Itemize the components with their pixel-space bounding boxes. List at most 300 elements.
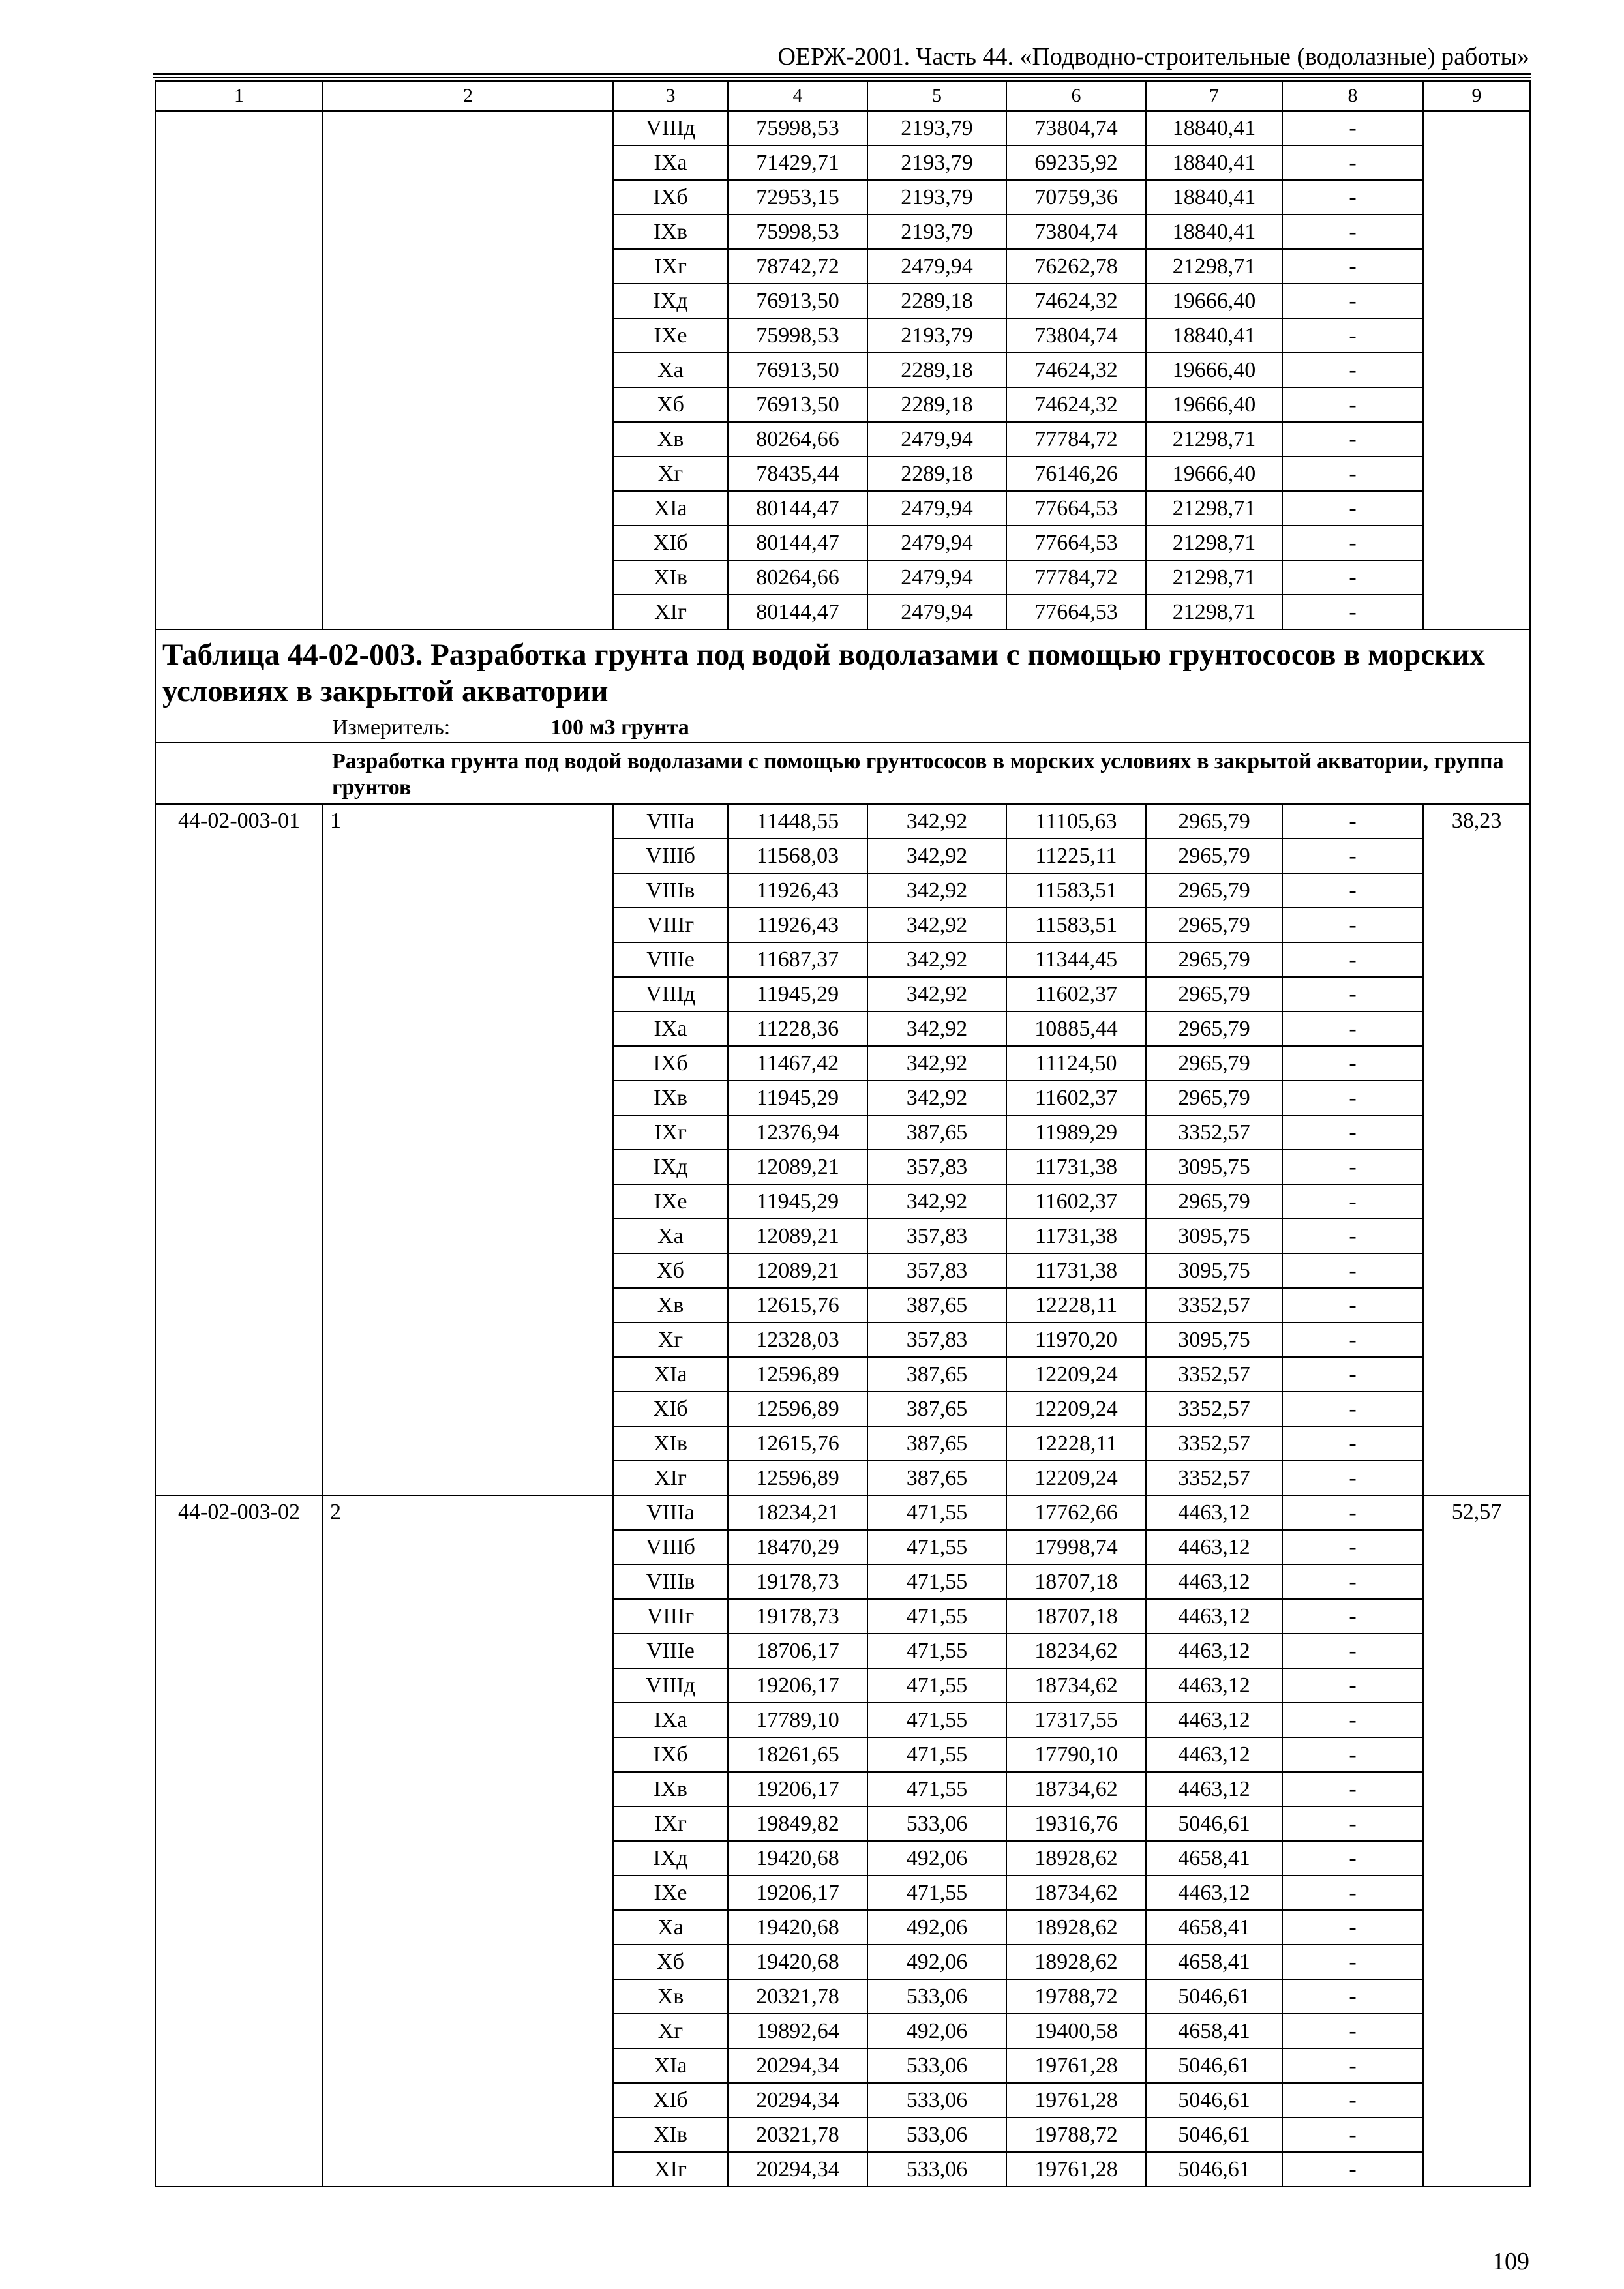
wages-cell: 342,92 [867, 1011, 1006, 1046]
machine-cost-cell: 12209,24 [1006, 1461, 1146, 1495]
materials-cell: - [1282, 2083, 1423, 2117]
machine-cost-cell: 18734,62 [1006, 1772, 1146, 1806]
labor-cost: 38,23 [1423, 804, 1530, 1495]
soil-category-cell: Xб [613, 387, 728, 422]
table-title-row [155, 629, 1530, 743]
wages-cell: 471,55 [867, 1599, 1006, 1634]
wages-cell: 2289,18 [867, 387, 1006, 422]
machinist-wages-cell: 5046,61 [1146, 2048, 1282, 2083]
machinist-wages-cell: 3095,75 [1146, 1219, 1282, 1253]
soil-category-cell: IXд [613, 1150, 728, 1184]
wages-cell: 2479,94 [867, 526, 1006, 560]
total-cost-cell: 12596,89 [728, 1392, 867, 1426]
wages-cell: 342,92 [867, 908, 1006, 942]
total-cost-cell: 19420,68 [728, 1841, 867, 1876]
materials-cell: - [1282, 1599, 1423, 1634]
column-numbers-row [155, 81, 1530, 111]
machine-cost-cell: 18734,62 [1006, 1876, 1146, 1910]
machine-cost-cell: 74624,32 [1006, 284, 1146, 318]
materials-cell: - [1282, 1046, 1423, 1081]
soil-category-cell: IXб [613, 1737, 728, 1772]
materials-cell: - [1282, 1253, 1423, 1288]
machinist-wages-cell: 4658,41 [1146, 1910, 1282, 1945]
materials-cell: - [1282, 560, 1423, 595]
machinist-wages-cell: 2965,79 [1146, 942, 1282, 977]
materials-cell: - [1282, 2117, 1423, 2152]
machine-cost-cell: 12228,11 [1006, 1288, 1146, 1323]
machine-cost-cell: 76146,26 [1006, 456, 1146, 491]
total-cost-cell: 12596,89 [728, 1461, 867, 1495]
materials-cell: - [1282, 908, 1423, 942]
machine-cost-cell: 11105,63 [1006, 804, 1146, 839]
total-cost-cell: 19892,64 [728, 2014, 867, 2048]
materials-cell: - [1282, 1495, 1423, 1530]
wages-cell: 471,55 [867, 1495, 1006, 1530]
wages-cell: 2479,94 [867, 491, 1006, 526]
materials-cell: - [1282, 1392, 1423, 1426]
wages-cell: 471,55 [867, 1737, 1006, 1772]
materials-cell: - [1282, 180, 1423, 215]
machinist-wages-cell: 5046,61 [1146, 2117, 1282, 2152]
machine-cost-cell: 19400,58 [1006, 2014, 1146, 2048]
machine-cost-cell: 77664,53 [1006, 526, 1146, 560]
materials-cell: - [1282, 1910, 1423, 1945]
materials-cell: - [1282, 387, 1423, 422]
materials-cell: - [1282, 491, 1423, 526]
labor-cell-empty [1423, 111, 1530, 629]
wages-cell: 2193,79 [867, 318, 1006, 353]
machinist-wages-cell: 2965,79 [1146, 1046, 1282, 1081]
machinist-wages-cell: 19666,40 [1146, 387, 1282, 422]
machinist-wages-cell: 3352,57 [1146, 1392, 1282, 1426]
machinist-wages-cell: 21298,71 [1146, 422, 1282, 456]
wages-cell: 2479,94 [867, 422, 1006, 456]
wages-cell: 387,65 [867, 1357, 1006, 1392]
machine-cost-cell: 77664,53 [1006, 491, 1146, 526]
wages-cell: 2193,79 [867, 145, 1006, 180]
machinist-wages-cell: 3352,57 [1146, 1115, 1282, 1150]
materials-cell: - [1282, 1668, 1423, 1703]
total-cost-cell: 12615,76 [728, 1426, 867, 1461]
soil-category-cell: IXг [613, 1115, 728, 1150]
soil-category-cell: VIIIа [613, 804, 728, 839]
machine-cost-cell: 12228,11 [1006, 1426, 1146, 1461]
materials-cell: - [1282, 215, 1423, 249]
header-rule [153, 73, 1531, 75]
materials-cell: - [1282, 284, 1423, 318]
wages-cell: 533,06 [867, 1806, 1006, 1841]
wages-cell: 342,92 [867, 1184, 1006, 1219]
machinist-wages-cell: 4463,12 [1146, 1599, 1282, 1634]
materials-cell: - [1282, 873, 1423, 908]
machine-cost-cell: 19788,72 [1006, 2117, 1146, 2152]
machine-cost-cell: 11124,50 [1006, 1046, 1146, 1081]
machinist-wages-cell: 3352,57 [1146, 1357, 1282, 1392]
wages-cell: 471,55 [867, 1703, 1006, 1737]
machinist-wages-cell: 3352,57 [1146, 1288, 1282, 1323]
wages-cell: 492,06 [867, 2014, 1006, 2048]
machinist-wages-cell: 5046,61 [1146, 2083, 1282, 2117]
materials-cell: - [1282, 1634, 1423, 1668]
materials-cell: - [1282, 1426, 1423, 1461]
total-cost-cell: 76913,50 [728, 387, 867, 422]
machinist-wages-cell: 4463,12 [1146, 1876, 1282, 1910]
total-cost-cell: 12089,21 [728, 1219, 867, 1253]
machinist-wages-cell: 4658,41 [1146, 2014, 1282, 2048]
materials-cell: - [1282, 1564, 1423, 1599]
total-cost-cell: 72953,15 [728, 180, 867, 215]
wages-cell: 2193,79 [867, 215, 1006, 249]
wages-cell: 342,92 [867, 839, 1006, 873]
column-number: 2 [323, 81, 613, 111]
machine-cost-cell: 18928,62 [1006, 1945, 1146, 1979]
total-cost-cell: 20294,34 [728, 2083, 867, 2117]
total-cost-cell: 80144,47 [728, 491, 867, 526]
table-row [155, 804, 1530, 839]
wages-cell: 2479,94 [867, 595, 1006, 629]
total-cost-cell: 11467,42 [728, 1046, 867, 1081]
machine-cost-cell: 74624,32 [1006, 353, 1146, 387]
materials-cell: - [1282, 1323, 1423, 1357]
soil-category-cell: Xб [613, 1253, 728, 1288]
wages-cell: 471,55 [867, 1564, 1006, 1599]
machine-cost-cell: 73804,74 [1006, 111, 1146, 145]
machinist-wages-cell: 3352,57 [1146, 1426, 1282, 1461]
machinist-wages-cell: 21298,71 [1146, 491, 1282, 526]
soil-category-cell: XIв [613, 2117, 728, 2152]
machinist-wages-cell: 2965,79 [1146, 1081, 1282, 1115]
wages-cell: 2289,18 [867, 456, 1006, 491]
wages-cell: 471,55 [867, 1668, 1006, 1703]
soil-category-cell: VIIIе [613, 942, 728, 977]
total-cost-cell: 71429,71 [728, 145, 867, 180]
table-row [155, 111, 1530, 145]
machinist-wages-cell: 3095,75 [1146, 1150, 1282, 1184]
wages-cell: 2479,94 [867, 249, 1006, 284]
wages-cell: 471,55 [867, 1530, 1006, 1564]
materials-cell: - [1282, 1876, 1423, 1910]
soil-category-cell: VIIIг [613, 1599, 728, 1634]
header-rule-thin [153, 77, 1531, 78]
machine-cost-cell: 18234,62 [1006, 1634, 1146, 1668]
soil-category-cell: Xг [613, 456, 728, 491]
wages-cell: 357,83 [867, 1150, 1006, 1184]
machinist-wages-cell: 3095,75 [1146, 1253, 1282, 1288]
machinist-wages-cell: 5046,61 [1146, 1806, 1282, 1841]
soil-category-cell: Xб [613, 1945, 728, 1979]
wages-cell: 492,06 [867, 1910, 1006, 1945]
machine-cost-cell: 11731,38 [1006, 1150, 1146, 1184]
total-cost-cell: 20294,34 [728, 2152, 867, 2187]
norm-code: 44-02-003-01 [155, 804, 323, 1495]
soil-category-cell: IXг [613, 249, 728, 284]
total-cost-cell: 80144,47 [728, 526, 867, 560]
materials-cell: - [1282, 977, 1423, 1011]
wages-cell: 387,65 [867, 1461, 1006, 1495]
machine-cost-cell: 18734,62 [1006, 1668, 1146, 1703]
soil-category-cell: VIIIв [613, 873, 728, 908]
soil-category-cell: XIб [613, 1392, 728, 1426]
total-cost-cell: 75998,53 [728, 111, 867, 145]
soil-category-cell: Xв [613, 1979, 728, 2014]
materials-cell: - [1282, 1150, 1423, 1184]
wages-cell: 2289,18 [867, 284, 1006, 318]
soil-category-cell: VIIIб [613, 1530, 728, 1564]
materials-cell: - [1282, 942, 1423, 977]
soil-category-cell: IXа [613, 1011, 728, 1046]
wages-cell: 533,06 [867, 2152, 1006, 2187]
measure-line [162, 713, 1523, 742]
total-cost-cell: 19206,17 [728, 1772, 867, 1806]
total-cost-cell: 12089,21 [728, 1150, 867, 1184]
total-cost-cell: 18234,21 [728, 1495, 867, 1530]
materials-cell: - [1282, 526, 1423, 560]
materials-cell: - [1282, 2048, 1423, 2083]
machine-cost-cell: 17790,10 [1006, 1737, 1146, 1772]
materials-cell: - [1282, 249, 1423, 284]
soil-category-cell: XIа [613, 2048, 728, 2083]
materials-cell: - [1282, 1979, 1423, 2014]
soil-category-cell: VIIIб [613, 839, 728, 873]
soil-group: 2 [323, 1495, 613, 2187]
machine-cost-cell: 77784,72 [1006, 422, 1146, 456]
soil-category-cell: XIг [613, 1461, 728, 1495]
machine-cost-cell: 11602,37 [1006, 977, 1146, 1011]
materials-cell: - [1282, 1841, 1423, 1876]
soil-category-cell: IXе [613, 1876, 728, 1910]
soil-category-cell: Xа [613, 1219, 728, 1253]
soil-category-cell: VIIIг [613, 908, 728, 942]
machine-cost-cell: 11225,11 [1006, 839, 1146, 873]
total-cost-cell: 11926,43 [728, 908, 867, 942]
total-cost-cell: 75998,53 [728, 215, 867, 249]
machine-cost-cell: 11344,45 [1006, 942, 1146, 977]
total-cost-cell: 18470,29 [728, 1530, 867, 1564]
machine-cost-cell: 18707,18 [1006, 1564, 1146, 1599]
total-cost-cell: 20321,78 [728, 1979, 867, 2014]
page-header: ОЕРЖ-2001. Часть 44. «Подводно-строительные (водолазные) работы» [777, 43, 1529, 70]
machinist-wages-cell: 19666,40 [1146, 353, 1282, 387]
materials-cell: - [1282, 1288, 1423, 1323]
machine-cost-cell: 17998,74 [1006, 1530, 1146, 1564]
column-number: 4 [728, 81, 867, 111]
soil-category-cell: IXв [613, 1081, 728, 1115]
materials-cell: - [1282, 1703, 1423, 1737]
soil-category-cell: XIг [613, 2152, 728, 2187]
materials-cell: - [1282, 111, 1423, 145]
machinist-wages-cell: 2965,79 [1146, 804, 1282, 839]
machinist-wages-cell: 5046,61 [1146, 1979, 1282, 2014]
total-cost-cell: 75998,53 [728, 318, 867, 353]
machinist-wages-cell: 2965,79 [1146, 977, 1282, 1011]
machinist-wages-cell: 18840,41 [1146, 215, 1282, 249]
machinist-wages-cell: 19666,40 [1146, 456, 1282, 491]
soil-category-cell: IXе [613, 318, 728, 353]
total-cost-cell: 19206,17 [728, 1668, 867, 1703]
total-cost-cell: 20321,78 [728, 2117, 867, 2152]
machinist-wages-cell: 18840,41 [1146, 111, 1282, 145]
machine-cost-cell: 11602,37 [1006, 1184, 1146, 1219]
total-cost-cell: 19849,82 [728, 1806, 867, 1841]
total-cost-cell: 11945,29 [728, 1081, 867, 1115]
soil-category-cell: Xв [613, 1288, 728, 1323]
materials-cell: - [1282, 1530, 1423, 1564]
machine-cost-cell: 17317,55 [1006, 1703, 1146, 1737]
machinist-wages-cell: 2965,79 [1146, 1011, 1282, 1046]
materials-cell: - [1282, 1945, 1423, 1979]
soil-category-cell: XIб [613, 2083, 728, 2117]
machinist-wages-cell: 3095,75 [1146, 1323, 1282, 1357]
wages-cell: 533,06 [867, 2083, 1006, 2117]
measure-label: Измеритель: [332, 715, 451, 740]
wages-cell: 2193,79 [867, 180, 1006, 215]
wages-cell: 387,65 [867, 1392, 1006, 1426]
total-cost-cell: 76913,50 [728, 353, 867, 387]
soil-category-cell: VIIIд [613, 1668, 728, 1703]
materials-cell: - [1282, 318, 1423, 353]
materials-cell: - [1282, 1461, 1423, 1495]
machine-cost-cell: 76262,78 [1006, 249, 1146, 284]
column-number: 1 [155, 81, 323, 111]
wages-cell: 357,83 [867, 1323, 1006, 1357]
machinist-wages-cell: 18840,41 [1146, 318, 1282, 353]
table-title-cell [155, 629, 1530, 743]
total-cost-cell: 78435,44 [728, 456, 867, 491]
wages-cell: 357,83 [867, 1219, 1006, 1253]
machine-cost-cell: 74624,32 [1006, 387, 1146, 422]
machinist-wages-cell: 2965,79 [1146, 1184, 1282, 1219]
wages-cell: 533,06 [867, 1979, 1006, 2014]
total-cost-cell: 11945,29 [728, 1184, 867, 1219]
soil-category-cell: IXд [613, 1841, 728, 1876]
soil-category-cell: VIIIе [613, 1634, 728, 1668]
wages-cell: 342,92 [867, 873, 1006, 908]
soil-category-cell: IXд [613, 284, 728, 318]
machine-cost-cell: 17762,66 [1006, 1495, 1146, 1530]
column-number: 5 [867, 81, 1006, 111]
machine-cost-cell: 12209,24 [1006, 1357, 1146, 1392]
column-number: 7 [1146, 81, 1282, 111]
total-cost-cell: 18706,17 [728, 1634, 867, 1668]
total-cost-cell: 12615,76 [728, 1288, 867, 1323]
table-row [155, 1495, 1530, 1530]
page-number: 109 [1492, 2248, 1529, 2275]
soil-category-cell: VIIIв [613, 1564, 728, 1599]
total-cost-cell: 78742,72 [728, 249, 867, 284]
wages-cell: 2193,79 [867, 111, 1006, 145]
soil-category-cell: VIIIд [613, 977, 728, 1011]
machinist-wages-cell: 4463,12 [1146, 1530, 1282, 1564]
soil-category-cell: VIIIа [613, 1495, 728, 1530]
total-cost-cell: 11228,36 [728, 1011, 867, 1046]
materials-cell: - [1282, 1357, 1423, 1392]
soil-category-cell: IXб [613, 1046, 728, 1081]
total-cost-cell: 19420,68 [728, 1910, 867, 1945]
soil-category-cell: IXб [613, 180, 728, 215]
machinist-wages-cell: 4463,12 [1146, 1564, 1282, 1599]
soil-category-cell: XIа [613, 1357, 728, 1392]
table-title: Таблица 44-02-003. Разработка грунта под водой водолазами с помощью грунтососов в морских условиях в закрытой акватории [162, 638, 1485, 708]
total-cost-cell: 19178,73 [728, 1599, 867, 1634]
soil-category-cell: Xа [613, 1910, 728, 1945]
materials-cell: - [1282, 1772, 1423, 1806]
machinist-wages-cell: 4658,41 [1146, 1841, 1282, 1876]
soil-category-cell: IXв [613, 215, 728, 249]
machine-cost-cell: 10885,44 [1006, 1011, 1146, 1046]
machine-cost-cell: 18928,62 [1006, 1841, 1146, 1876]
labor-cost: 52,57 [1423, 1495, 1530, 2187]
total-cost-cell: 80144,47 [728, 595, 867, 629]
soil-category-cell: XIа [613, 491, 728, 526]
machine-cost-cell: 19788,72 [1006, 1979, 1146, 2014]
machinist-wages-cell: 19666,40 [1146, 284, 1282, 318]
table-subtitle: Разработка грунта под водой водолазами с помощью грунтососов в морских условиях в закрытой акватории, группа грунтов [155, 743, 1530, 804]
materials-cell: - [1282, 1806, 1423, 1841]
soil-group: 1 [323, 804, 613, 1495]
wages-cell: 342,92 [867, 977, 1006, 1011]
code-cell-empty [155, 111, 323, 629]
wages-cell: 471,55 [867, 1876, 1006, 1910]
machine-cost-cell: 11970,20 [1006, 1323, 1146, 1357]
machine-cost-cell: 19761,28 [1006, 2152, 1146, 2187]
total-cost-cell: 12328,03 [728, 1323, 867, 1357]
soil-category-cell: XIв [613, 1426, 728, 1461]
machinist-wages-cell: 18840,41 [1146, 145, 1282, 180]
price-table [155, 80, 1531, 2187]
machinist-wages-cell: 2965,79 [1146, 873, 1282, 908]
total-cost-cell: 20294,34 [728, 2048, 867, 2083]
total-cost-cell: 11448,55 [728, 804, 867, 839]
materials-cell: - [1282, 2014, 1423, 2048]
soil-category-cell: XIг [613, 595, 728, 629]
column-number: 8 [1282, 81, 1423, 111]
machinist-wages-cell: 5046,61 [1146, 2152, 1282, 2187]
machinist-wages-cell: 21298,71 [1146, 560, 1282, 595]
column-number: 3 [613, 81, 728, 111]
machinist-wages-cell: 4658,41 [1146, 1945, 1282, 1979]
total-cost-cell: 12596,89 [728, 1357, 867, 1392]
total-cost-cell: 12089,21 [728, 1253, 867, 1288]
table-subtitle-row [155, 743, 1530, 804]
wages-cell: 342,92 [867, 1081, 1006, 1115]
machine-cost-cell: 11602,37 [1006, 1081, 1146, 1115]
wages-cell: 357,83 [867, 1253, 1006, 1288]
machinist-wages-cell: 2965,79 [1146, 839, 1282, 873]
machine-cost-cell: 12209,24 [1006, 1392, 1146, 1426]
soil-category-cell: IXв [613, 1772, 728, 1806]
materials-cell: - [1282, 456, 1423, 491]
machinist-wages-cell: 4463,12 [1146, 1703, 1282, 1737]
machinist-wages-cell: 4463,12 [1146, 1495, 1282, 1530]
total-cost-cell: 12376,94 [728, 1115, 867, 1150]
total-cost-cell: 11926,43 [728, 873, 867, 908]
machine-cost-cell: 11731,38 [1006, 1253, 1146, 1288]
soil-category-cell: Xа [613, 353, 728, 387]
machinist-wages-cell: 4463,12 [1146, 1772, 1282, 1806]
wages-cell: 342,92 [867, 942, 1006, 977]
wages-cell: 533,06 [867, 2048, 1006, 2083]
wages-cell: 533,06 [867, 2117, 1006, 2152]
wages-cell: 387,65 [867, 1288, 1006, 1323]
wages-cell: 2289,18 [867, 353, 1006, 387]
machine-cost-cell: 69235,92 [1006, 145, 1146, 180]
materials-cell: - [1282, 2152, 1423, 2187]
soil-category-cell: IXе [613, 1184, 728, 1219]
wages-cell: 2479,94 [867, 560, 1006, 595]
soil-category-cell: Xг [613, 1323, 728, 1357]
machinist-wages-cell: 21298,71 [1146, 249, 1282, 284]
total-cost-cell: 19178,73 [728, 1564, 867, 1599]
